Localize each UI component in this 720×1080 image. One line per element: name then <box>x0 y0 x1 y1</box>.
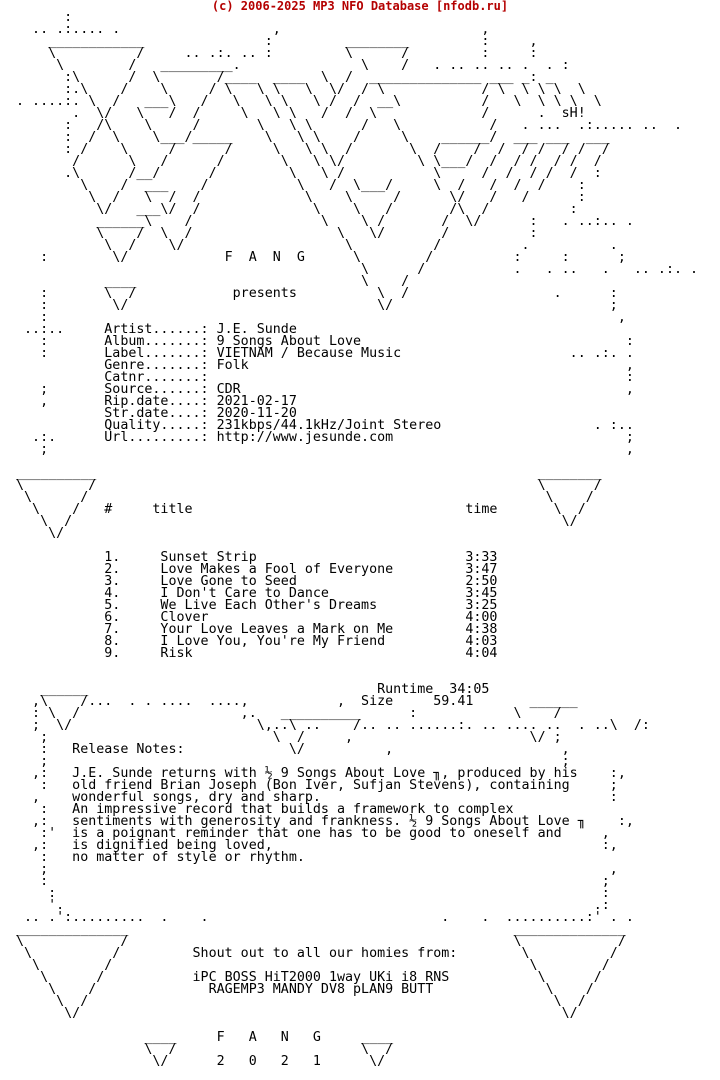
nfo-line: ..:.. Artist......: J.E. Sunde <box>16 322 618 337</box>
nfo-line: / \ / / \ \ \/ \ \___/ / / / / / / <box>16 154 626 169</box>
nfo-line: :\ / \ /____ ____ \ / ______________ ___ _: _ <box>16 70 586 85</box>
nfo-line: \ / _________. \ / . .. .. .. . . : <box>16 58 586 73</box>
nfo-line: : <box>16 10 586 25</box>
nfo-line: ,: is dignified being loved, :, <box>16 838 618 853</box>
nfo-line: 6. Clover 4:00 <box>16 610 498 625</box>
nfo-line: \/ <box>16 526 602 541</box>
nfo-line: : \/ F A N G \ / : : ; <box>16 250 626 265</box>
nfo-line: ,: sentiments with generosity and frankness. ½ 9 Songs About Love ╖ :, <box>16 814 634 829</box>
nfo-line: 7. Your Love Leaves a Mark on Me 4:38 <box>16 622 498 637</box>
nfo-line: . ....:. \ / ___\ / \ \ \ \ / / __\ / \ \ \ \ \ <box>16 94 618 109</box>
nfo-line: ____ F A N G ____ <box>16 1030 394 1045</box>
nfo-line: , Rip.date....: 2021-02-17 <box>16 394 618 409</box>
nfo-line: : : <box>16 886 610 901</box>
nfo-line: \/ \/ <box>16 1006 626 1021</box>
nfo-line: .. .:.... . , , <box>16 22 586 37</box>
nfo-line: \ / . . .. . .. .:. . <box>16 262 699 277</box>
nfo-line: \ / \ / / \ \ / \/ / / : <box>16 190 618 205</box>
nfo-line: \/ 2 0 2 1 \/ <box>16 1054 386 1069</box>
nfo-line: ; ; <box>16 754 570 769</box>
nfo-line: ; \/ \,..\ .. /.. .. ......:. .. .... .. . ..\ /: <box>16 718 650 733</box>
nfo-line: Quality.....: 231kbps/44.1kHz/Joint Stereo . :.. <box>16 418 634 433</box>
nfo-line: ______________ ______________ <box>16 922 626 937</box>
site-header: (c) 2006-2025 MP3 NFO Database [nfodb.ru] <box>211 0 509 13</box>
nfo-line: \ / Shout out to all our homies from: \ / <box>16 946 626 961</box>
nfo-line: : / \ \___/_____ \ \ \ / \ ______/ ___ ___ ___ <box>16 130 626 145</box>
nfo-line: Genre.......: Folk , <box>16 358 634 373</box>
nfo-line: ; \ / , \/ ; <box>16 730 562 745</box>
nfo-line: Catnr.......: : <box>16 370 634 385</box>
nfo-line: : Album.......: 9 Songs About Love : <box>16 334 634 349</box>
nfo-line: \ / iPC BOSS HiT2000 1way UKi i8 RNS \ / <box>16 970 626 985</box>
nfo-line: ____ \ / <box>16 274 602 289</box>
nfo-line: \ / \ / \ \/ / : <box>16 226 626 241</box>
nfo-line: ; , <box>16 442 634 457</box>
nfo-line: : , <box>16 310 626 325</box>
nfo-line: \ / \ / <box>16 958 626 973</box>
nfo-line: : / \ / / \ \ \ / \ / / / / / / / / <box>16 142 626 157</box>
nfo-line: .\ /__/ / \ \ / \ / / / / / : <box>16 166 634 181</box>
nfo-line: \ / \ / <box>16 934 626 949</box>
nfo-line: \ / \ / <box>16 1042 394 1057</box>
nfo-line: :' is a poignant reminder that one has to be good to oneself and , <box>16 826 610 841</box>
nfo-line: .. .':......... . . . . ..........:' . . <box>16 910 634 925</box>
nfo-line: \ / \ / <box>16 994 626 1009</box>
nfo-line: ____________ : ________ : , <box>16 34 586 49</box>
nfo-line: ; , <box>16 862 618 877</box>
nfo-line: : /\ \ / \ \ \ / \ / . ... .:..... .. . <box>16 118 683 133</box>
nfo-line: \ / \ / <box>16 478 602 493</box>
nfo-line: \ / \ / <box>16 490 602 505</box>
nfo-line: ,: J.E. Sunde returns with ½ 9 Songs About Love ╖, produced by his :, <box>16 766 626 781</box>
nfo-line: \ / # title time \ / <box>16 502 602 517</box>
nfo-line: : no matter of style or rhythm. <box>16 850 602 865</box>
nfo-line: 2. Love Makes a Fool of Everyone 3:47 <box>16 562 498 577</box>
nfo-line: .:. Url.........: http://www.jesunde.com ; <box>16 430 634 445</box>
nfo-line: 8. I Love You, You're My Friend 4:03 <box>16 634 498 649</box>
nfo-line: , wonderful songs, dry and sharp. : <box>16 790 618 805</box>
nfo-line: \ / ___ / \ / \___/ \ / / / / : <box>16 178 618 193</box>
nfo-line: ,\ /... . . .... ...., , Size 59.41 ______ <box>16 694 578 709</box>
nfo-line: . \/ \ / / \ \ \ / / \ / . sH! <box>16 106 610 121</box>
nfo-line: 1. Sunset Strip 3:33 <box>16 550 498 565</box>
nfo-line: :.\ / \ / \ \ \ \ \/ / \ / \ \ \ \ \ <box>16 82 610 97</box>
nfo-line: \/ ___\/ / \ \ / /\ / : <box>16 202 610 217</box>
nfo-line: \ / RAGEMP3 MANDY DV8 pLAN9 BUTT \ / <box>16 982 626 997</box>
nfo-line: : Release Notes: \/ , , <box>16 742 570 757</box>
nfo-line: : An impressive record that builds a framework to complex <box>16 802 610 817</box>
nfo-line: 4. I Don't Care to Dance 3:45 <box>16 586 498 601</box>
nfo-line: \ / .. .:. .. : \ / : : <box>16 46 586 61</box>
nfo-line: ______ Runtime 34:05 <box>16 682 490 697</box>
nfo-line: : ; <box>16 874 610 889</box>
nfo-line: 3. Love Gone to Seed 2:50 <box>16 574 498 589</box>
nfo-line: __________ ________ <box>16 466 602 481</box>
nfo-line: : \/ \/ ; <box>16 298 618 313</box>
nfo-line: : old friend Brian Joseph (Bon Iver, Sufjan Stevens), containing ; <box>16 778 618 793</box>
nfo-line: : Label.......: VIETNAM / Because Music .. .:. . <box>16 346 634 361</box>
nfo-line: \ / \/ <box>16 514 602 529</box>
nfo-line: Str.date....: 2020-11-20 <box>16 406 618 421</box>
nfo-line: 9. Risk 4:04 <box>16 646 498 661</box>
nfo-line: 5. We Live Each Other's Dreams 3:25 <box>16 598 498 613</box>
nfo-line: \ / \/ \ / . . <box>16 238 626 253</box>
nfo-line: '. .: <box>16 898 610 913</box>
nfo-text <box>16 12 698 1068</box>
nfo-line: : \ / ,. __________ : \ / <box>16 706 562 721</box>
nfo-line: ; Source......: CDR , <box>16 382 634 397</box>
nfo-line: : \ / presents \ / . : <box>16 286 618 301</box>
nfo-line: ______\ / \ \ / / \/ : . ..:.. . <box>16 214 634 229</box>
